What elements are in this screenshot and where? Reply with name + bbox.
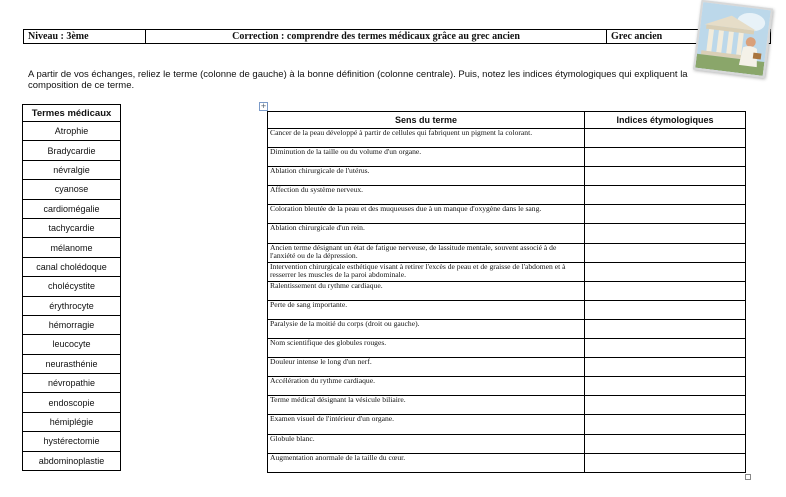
table-row xyxy=(23,160,121,179)
term-cell: Atrophie xyxy=(23,122,121,141)
etymology-cell[interactable] xyxy=(585,281,746,300)
term-cell: abdominoplastie xyxy=(23,451,121,470)
table-row xyxy=(268,148,746,167)
table-row xyxy=(23,451,121,470)
term-cell: hystérectomie xyxy=(23,432,121,451)
etymology-cell[interactable] xyxy=(585,339,746,358)
table-row xyxy=(268,186,746,205)
subject-label: Grec ancien xyxy=(611,31,663,42)
table-row xyxy=(268,300,746,319)
table-row xyxy=(268,339,746,358)
term-cell: endoscopie xyxy=(23,393,121,412)
table-row xyxy=(23,374,121,393)
table-row xyxy=(268,396,746,415)
etymology-cell[interactable] xyxy=(585,224,746,243)
table-row xyxy=(23,315,121,334)
table-row xyxy=(268,129,746,148)
definition-cell[interactable]: Perte de sang importante. xyxy=(268,300,585,319)
etymology-cell[interactable] xyxy=(585,205,746,224)
definition-cell[interactable]: Intervention chirurgicale esthétique visant à retirer l'excès de peau et de graisse de l'abdomen et à resserrer les muscles de la paroi abdominale. xyxy=(268,262,585,281)
table-row xyxy=(268,224,746,243)
table-row xyxy=(23,141,121,160)
etymology-cell[interactable] xyxy=(585,358,746,377)
table-row xyxy=(268,205,746,224)
definition-cell[interactable]: Globule blanc. xyxy=(268,434,585,453)
table-row xyxy=(23,257,121,276)
term-cell: neurasthénie xyxy=(23,354,121,373)
table-row xyxy=(23,180,121,199)
definition-cell[interactable]: Ablation chirurgicale de l'utérus. xyxy=(268,167,585,186)
etymology-cell[interactable] xyxy=(585,167,746,186)
etymology-cell[interactable] xyxy=(585,243,746,262)
term-cell: hémorragie xyxy=(23,315,121,334)
table-row xyxy=(268,281,746,300)
definition-cell[interactable]: Nom scientifique des globules rouges. xyxy=(268,339,585,358)
etymology-cell[interactable] xyxy=(585,300,746,319)
table-row xyxy=(23,412,121,431)
table-move-handle[interactable]: + xyxy=(260,102,267,110)
definition-cell[interactable]: Affection du système nerveux. xyxy=(268,186,585,205)
etymology-cell[interactable] xyxy=(585,415,746,434)
document-title: Correction : comprendre des termes médicaux grâce au grec ancien xyxy=(146,30,607,43)
definition-cell[interactable]: Examen visuel de l'intérieur d'un organe. xyxy=(268,415,585,434)
etymology-cell[interactable] xyxy=(585,453,746,472)
etymology-cell[interactable] xyxy=(585,262,746,281)
table-row xyxy=(23,238,121,257)
table-row xyxy=(268,319,746,338)
table-row xyxy=(268,415,746,434)
instructions-text: A partir de vos échanges, reliez le terme (colonne de gauche) à la bonne définition (colonne centrale). Puis, notez les indices étymologiques qui expliquent la composition de ce terme. xyxy=(28,69,688,91)
term-cell: névralgie xyxy=(23,160,121,179)
term-cell: érythrocyte xyxy=(23,296,121,315)
term-cell: mélanome xyxy=(23,238,121,257)
term-cell: leucocyte xyxy=(23,335,121,354)
table-row xyxy=(268,358,746,377)
etymology-cell[interactable] xyxy=(585,396,746,415)
table-row xyxy=(23,393,121,412)
etymology-cell[interactable] xyxy=(585,319,746,338)
table-row xyxy=(23,277,121,296)
table-row xyxy=(23,218,121,237)
etymology-cell[interactable] xyxy=(585,434,746,453)
term-cell: tachycardie xyxy=(23,218,121,237)
level-label: Niveau : 3ème xyxy=(24,30,146,43)
term-cell: hémiplégie xyxy=(23,412,121,431)
document-header xyxy=(23,29,771,44)
terms-table xyxy=(22,104,121,471)
term-cell: canal cholédoque xyxy=(23,257,121,276)
definition-cell[interactable]: Accélération du rythme cardiaque. xyxy=(268,377,585,396)
term-cell: cyanose xyxy=(23,180,121,199)
table-row xyxy=(23,432,121,451)
table-row xyxy=(23,122,121,141)
definition-cell[interactable]: Ralentissement du rythme cardiaque. xyxy=(268,281,585,300)
term-cell: Bradycardie xyxy=(23,141,121,160)
terms-table-header: Termes médicaux xyxy=(23,105,121,122)
definition-cell[interactable]: Ablation chirurgicale d'un rein. xyxy=(268,224,585,243)
table-row xyxy=(23,354,121,373)
table-row xyxy=(268,262,746,281)
term-cell: névropathie xyxy=(23,374,121,393)
definition-cell[interactable]: Cancer de la peau développé à partir de cellules qui fabriquent un pigment la colorant. xyxy=(268,129,585,148)
greek-temple-illustration xyxy=(693,0,773,78)
etymology-cell[interactable] xyxy=(585,148,746,167)
term-cell: cardiomégalie xyxy=(23,199,121,218)
table-row xyxy=(268,434,746,453)
column-header-etymology: Indices étymologiques xyxy=(585,112,746,129)
table-resize-handle[interactable] xyxy=(745,474,751,480)
table-row xyxy=(23,296,121,315)
table-row xyxy=(268,167,746,186)
table-row xyxy=(268,243,746,262)
definitions-table xyxy=(267,111,746,473)
term-cell: cholécystite xyxy=(23,277,121,296)
definition-cell[interactable]: Diminution de la taille ou du volume d'un organe. xyxy=(268,148,585,167)
definition-cell[interactable]: Terme médical désignant la vésicule biliaire. xyxy=(268,396,585,415)
etymology-cell[interactable] xyxy=(585,186,746,205)
etymology-cell[interactable] xyxy=(585,377,746,396)
definition-cell[interactable]: Augmentation anormale de la taille du cœur. xyxy=(268,453,585,472)
column-header-sense: Sens du terme xyxy=(268,112,585,129)
definition-cell[interactable]: Coloration bleutée de la peau et des muqueuses due à un manque d'oxygène dans le sang. xyxy=(268,205,585,224)
definition-cell[interactable]: Paralysie de la moitié du corps (droit ou gauche). xyxy=(268,319,585,338)
etymology-cell[interactable] xyxy=(585,129,746,148)
definition-cell[interactable]: Ancien terme désignant un état de fatigue nerveuse, de lassitude mentale, souvent associé à de l'anxiété ou de la dépression. xyxy=(268,243,585,262)
table-row xyxy=(268,377,746,396)
definition-cell[interactable]: Douleur intense le long d'un nerf. xyxy=(268,358,585,377)
table-row xyxy=(23,199,121,218)
table-row xyxy=(268,453,746,472)
table-row xyxy=(23,335,121,354)
